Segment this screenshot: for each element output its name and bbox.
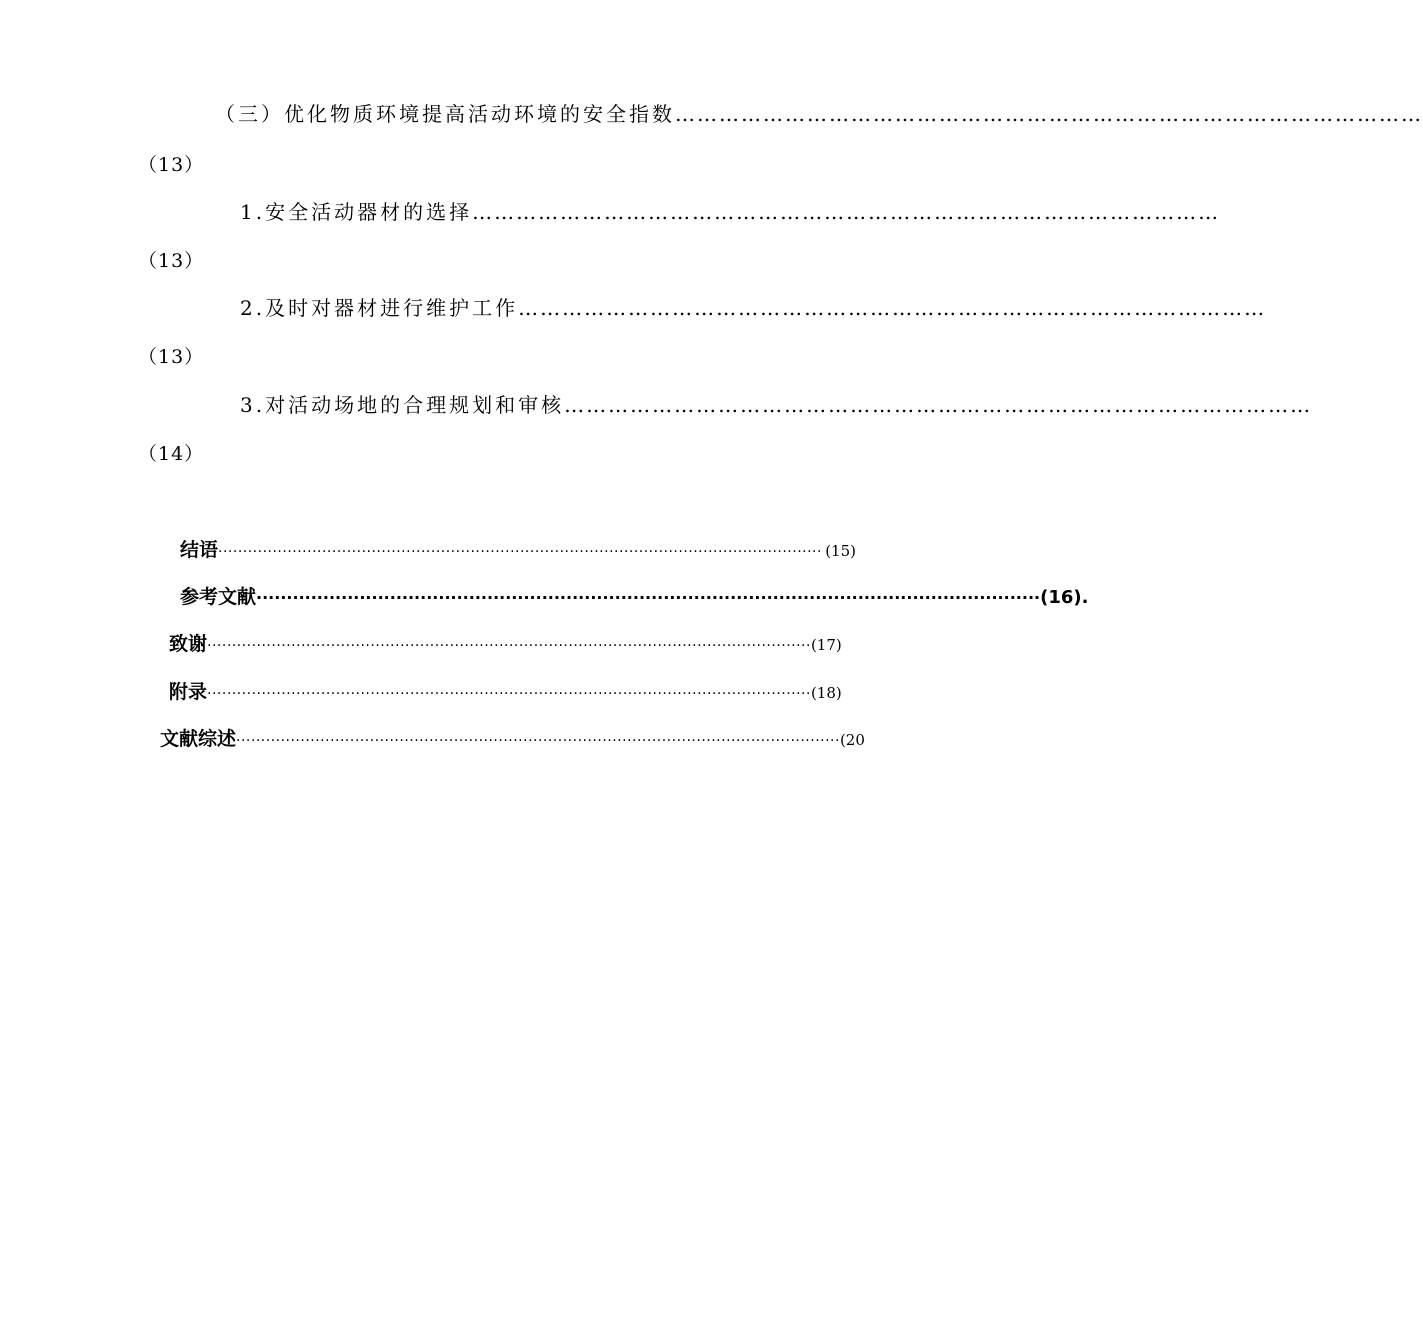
toc-page-number: (17) [810, 636, 842, 654]
toc-leader-dots: ·························································································································· [236, 733, 840, 749]
toc-page-number: (15) [825, 542, 856, 560]
toc-page-number: （13） [138, 250, 205, 272]
toc-page-number: (20 [839, 731, 865, 749]
toc-leader-dots: ………………………………………………………………………………………… [518, 296, 1267, 320]
toc-entry-literature-review[interactable] [160, 724, 865, 751]
toc-entry-equipment-selection[interactable] [240, 196, 1221, 225]
toc-entry-appendix[interactable] [169, 677, 842, 704]
toc-leader-dots: ·························································································································· [207, 686, 811, 702]
toc-leader-dots: ………………………………………………………………………………………… [564, 393, 1313, 417]
toc-page-number: （14） [138, 443, 205, 465]
toc-entry-section-3[interactable] [215, 98, 1423, 127]
toc-entry-label: 2.及时对器材进行维护工作 [240, 296, 519, 320]
toc-entry-conclusion[interactable] [180, 535, 856, 562]
toc-entry-equipment-maintenance[interactable] [240, 292, 1267, 321]
toc-leader-dots: ································································································································· [256, 588, 1041, 607]
toc-entry-label: 附录 [169, 681, 208, 703]
toc-entry-label: 文献综述 [160, 728, 237, 750]
toc-entry-label: 参考文献 [180, 586, 257, 608]
toc-entry-references[interactable] [180, 582, 1089, 609]
toc-entry-label: 1.安全活动器材的选择 [240, 200, 473, 224]
toc-entry-venue-planning[interactable] [240, 389, 1313, 418]
toc-entry-label: （三）优化物质环境提高活动环境的安全指数 [215, 102, 675, 126]
toc-entry-acknowledgements[interactable] [169, 629, 842, 656]
toc-leader-dots: ………………………………………………………………………………………… [472, 200, 1221, 224]
toc-entry-label: 3.对活动场地的合理规划和审核 [240, 393, 565, 417]
toc-page-number: (18) [810, 684, 842, 702]
toc-entry-label: 结语 [180, 539, 219, 561]
toc-leader-dots: ………………………………………………………………………………………… [675, 102, 1423, 126]
toc-page-number: （13） [138, 154, 205, 176]
toc-page-number: (16). [1040, 587, 1089, 608]
toc-leader-dots: ·························································································································· [218, 544, 822, 560]
toc-page-number: （13） [138, 346, 205, 368]
toc-leader-dots: ·························································································································· [207, 638, 811, 654]
toc-entry-label: 致谢 [169, 633, 208, 655]
